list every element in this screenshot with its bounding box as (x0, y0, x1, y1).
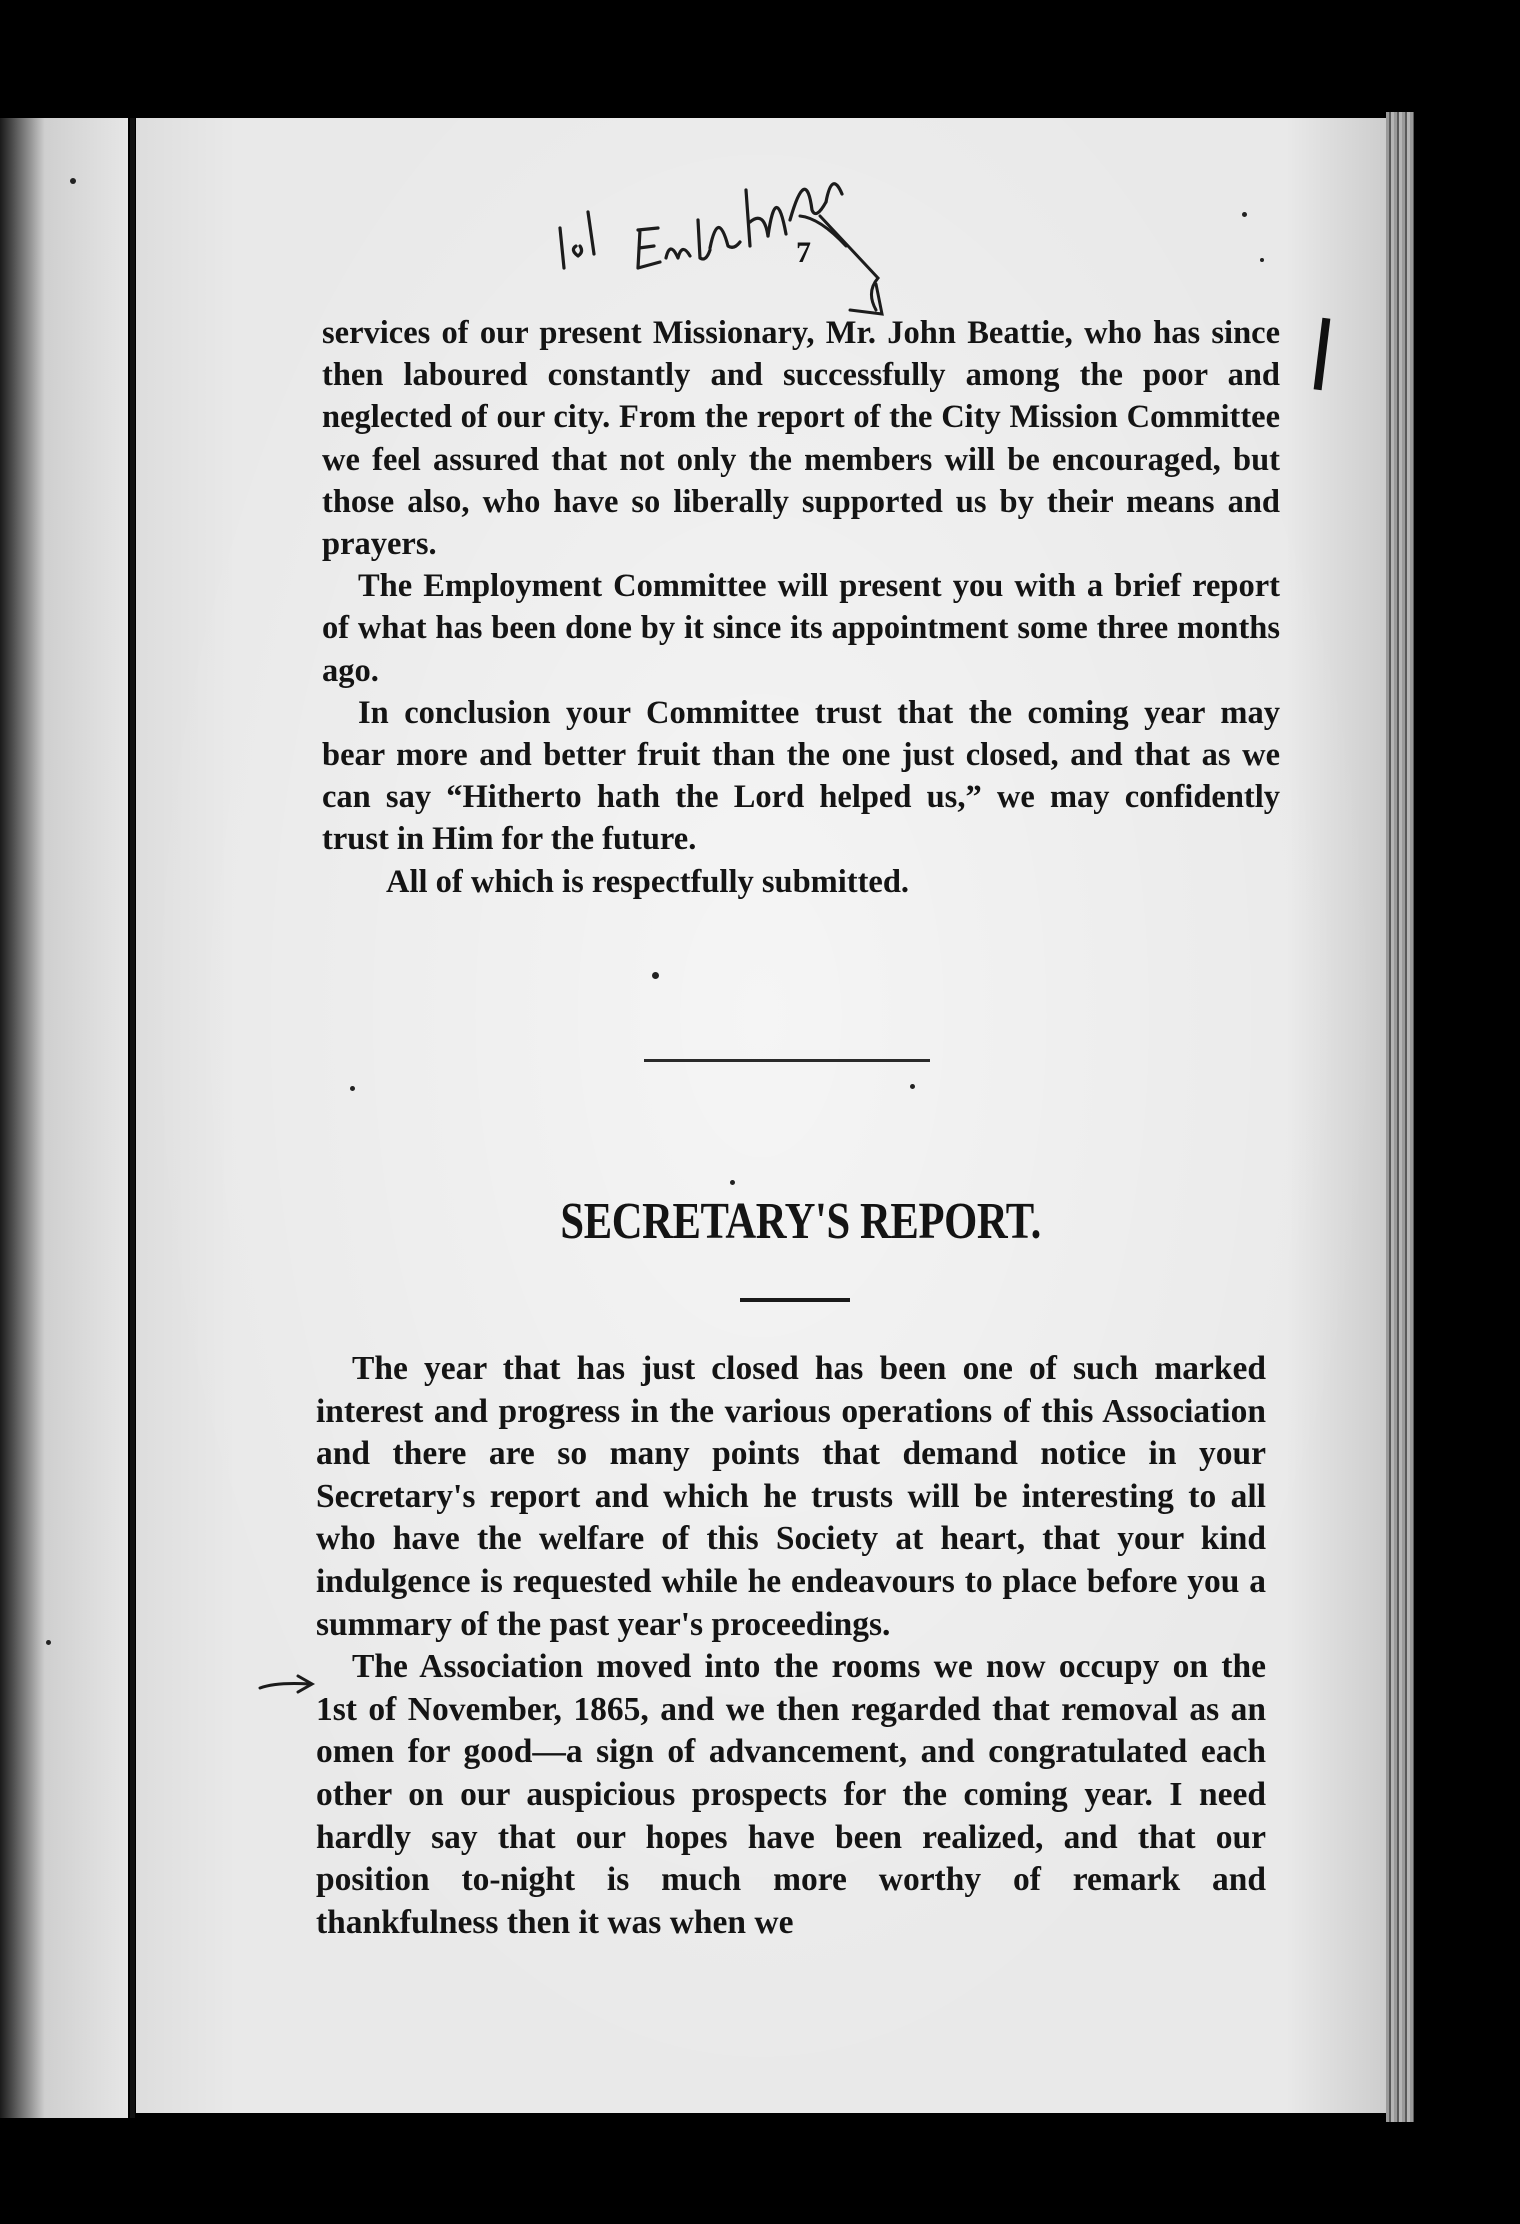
facing-page-edge (0, 118, 128, 2118)
page-stack-edge (1386, 112, 1414, 2122)
committee-report-conclusion (322, 312, 1280, 903)
closing-line: All of which is respectfully submitted. (386, 863, 910, 900)
dust-speck (70, 178, 76, 184)
paragraph: services of our present Missionary, Mr. John Beattie, who has since then laboured constantly and successfully among the poor and neglected of our city. From the report of the City Mission Committee we feel assured that not only the members will be encouraged, but those also, who have so liberally supported us by their means and prayers. (322, 315, 1280, 563)
dust-speck (350, 1086, 355, 1091)
paragraph: The Association moved into the rooms we now occupy on the 1st of November, 1865, and we then regarded that removal as an omen for good—a sign of advancement, and congratulated each other on our auspicious prospects for the coming year. I need hardly say that our hopes have been realized, and that our position to-night is much more worthy of remark and thankfulness then it was when we (316, 1648, 1266, 1941)
dust-speck (46, 1640, 51, 1645)
paragraph: The year that has just closed has been one of such marked interest and progress in the various operations of this Association and there are so many points that demand notice in your Secretary's report and which he trusts will be interesting to all who have the welfare of this Society at heart, that your kind indulgence is requested while he endeavours to place before you a summary of the past year's proceedings. (316, 1350, 1266, 1643)
section-divider (644, 1059, 930, 1062)
paragraph: In conclusion your Committee trust that the coming year may bear more and better fruit than the one just closed, and that as we can say “Hitherto hath the Lord helped us,” we may confidently trust in Him for the future. (322, 694, 1280, 858)
dust-speck (652, 972, 659, 979)
secretary-report-body (316, 1348, 1266, 1944)
dust-speck (910, 1084, 915, 1089)
dust-speck (1260, 258, 1264, 262)
gutter-line (130, 118, 135, 2118)
section-title: SECRETARY'S REPORT. (560, 1193, 1041, 1250)
page-number: 7 (796, 236, 811, 269)
hand-drawn-arrow-icon (800, 216, 882, 314)
title-underline (740, 1298, 850, 1302)
margin-pointer-arrow-icon (258, 1672, 318, 1700)
dust-speck (730, 1180, 735, 1185)
dust-speck (1242, 212, 1247, 217)
paragraph: The Employment Committee will present you with a brief report of what has been done by it since its appointment some three months ago. (322, 568, 1280, 689)
